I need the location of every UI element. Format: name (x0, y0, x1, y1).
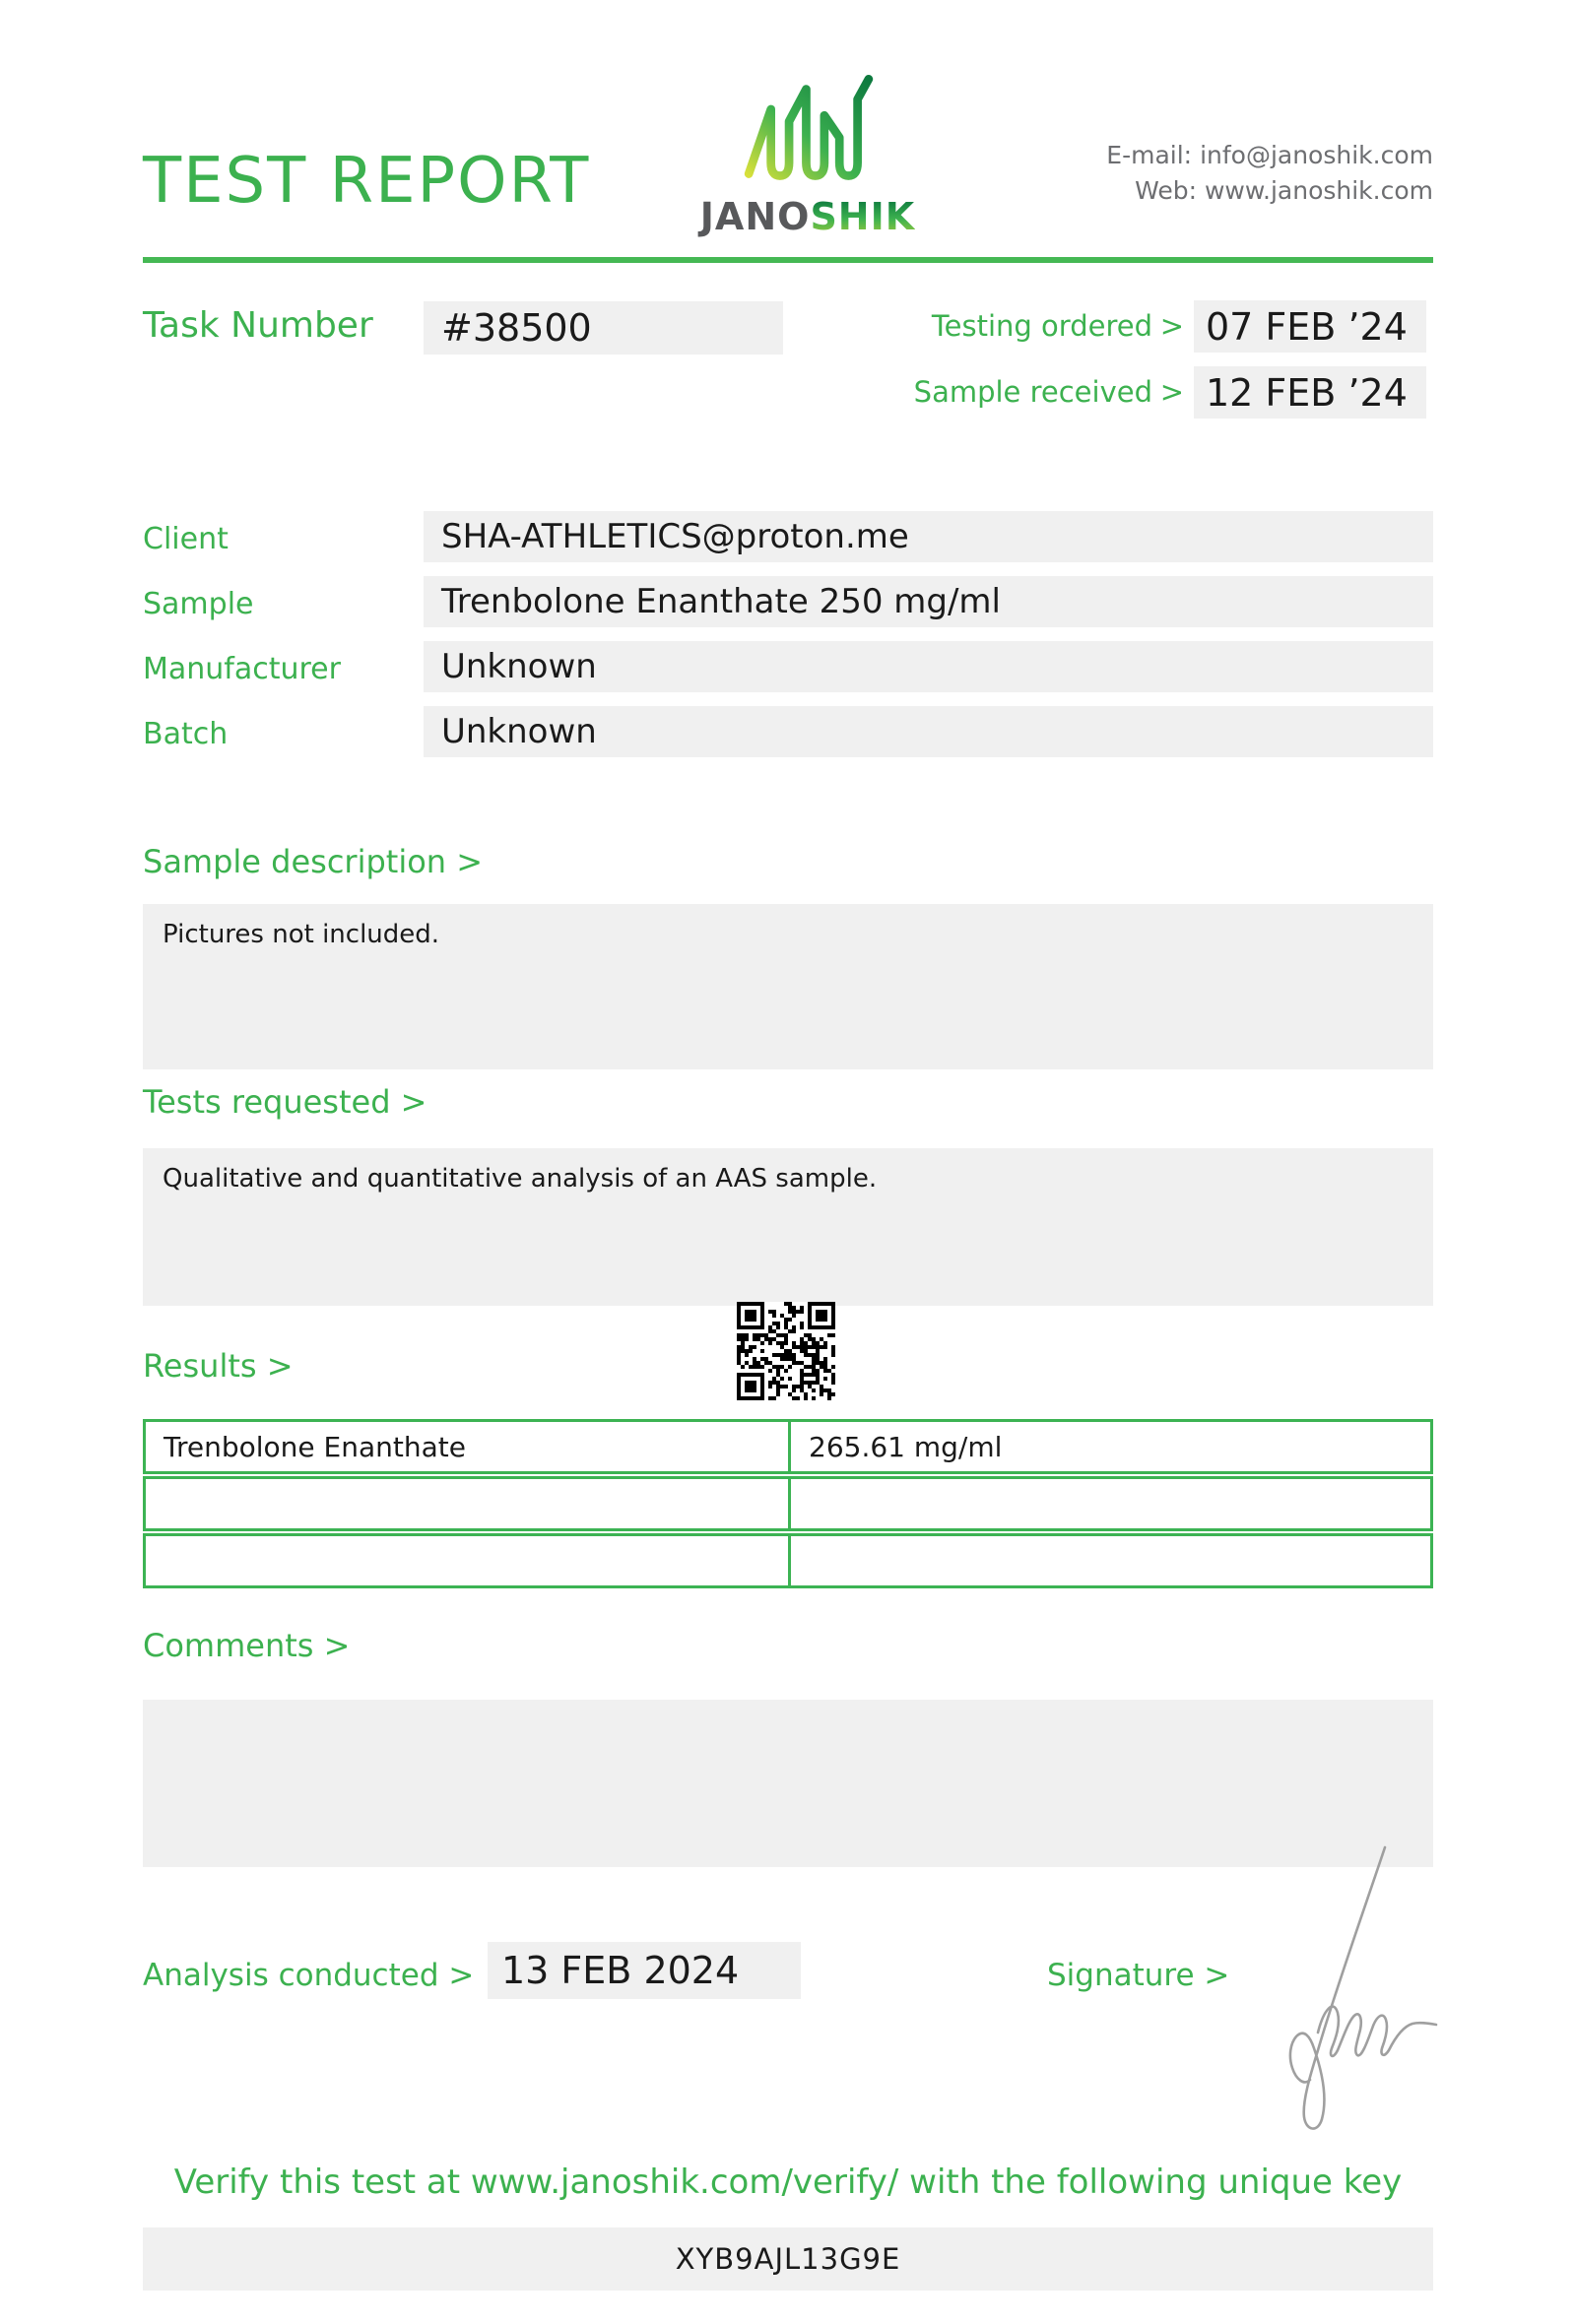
sample-label: Sample (143, 587, 254, 621)
batch-label: Batch (143, 717, 229, 751)
result-value-cell: 265.61 mg/ml (809, 1430, 1003, 1463)
sample-description-box (143, 904, 1433, 1069)
logo-text-jano: JANO (699, 195, 811, 238)
testing-ordered-arrow-icon: > (1159, 309, 1184, 343)
sample-description-content: Pictures not included. (163, 920, 440, 949)
logo-wordmark (699, 195, 916, 238)
contact-block (1106, 138, 1433, 209)
result-value-cell (791, 1536, 1430, 1585)
janoshik-logo (680, 69, 936, 238)
web-label: Web: (1135, 176, 1198, 205)
testing-ordered-label: Testing ordered (931, 309, 1152, 343)
tests-requested-heading: Tests requested > (143, 1083, 427, 1121)
testing-ordered-value: 07 FEB ’24 (1194, 300, 1426, 353)
comments-box (143, 1700, 1433, 1867)
sample-value: Trenbolone Enanthate 250 mg/ml (424, 576, 1433, 627)
manufacturer-label: Manufacturer (143, 652, 341, 686)
results-heading: Results > (143, 1347, 294, 1385)
result-analyte-cell: Trenbolone Enanthate (146, 1422, 791, 1471)
client-label: Client (143, 522, 229, 556)
manufacturer-value: Unknown (424, 641, 1433, 692)
verify-instruction: Verify this test at www.janoshik.com/verify/ with the following unique key (173, 2163, 1403, 2202)
task-number-value: #38500 (424, 301, 783, 355)
bar-chart-logo-icon (742, 69, 875, 192)
result-value-cell (791, 1479, 1430, 1528)
analysis-conducted-label: Analysis conducted > (143, 1958, 475, 1993)
task-number-label: Task Number (143, 305, 373, 346)
results-table-row (143, 1419, 1433, 1474)
result-analyte-cell (146, 1479, 791, 1528)
sample-description-heading: Sample description > (143, 843, 484, 880)
email-line (1106, 138, 1433, 173)
email-value: info@janoshik.com (1200, 141, 1433, 169)
header-divider (143, 257, 1433, 263)
web-value: www.janoshik.com (1204, 176, 1433, 205)
result-analyte-cell (146, 1536, 791, 1585)
tests-requested-box (143, 1148, 1433, 1306)
sample-received-label: Sample received (913, 375, 1152, 409)
signature-label: Signature > (1047, 1958, 1230, 1993)
sample-received-arrow-icon: > (1159, 375, 1184, 409)
email-label: E-mail: (1106, 141, 1193, 169)
results-table-row (143, 1533, 1433, 1588)
signature-scribble (1261, 1840, 1443, 2135)
results-table-row (143, 1476, 1433, 1531)
page-title: TEST REPORT (143, 145, 591, 218)
client-value: SHA-ATHLETICS@proton.me (424, 511, 1433, 562)
qr-code (737, 1302, 835, 1400)
tests-requested-content: Qualitative and quantitative analysis of an AAS sample. (163, 1164, 878, 1194)
comments-heading: Comments > (143, 1627, 351, 1664)
web-line (1106, 173, 1433, 209)
unique-key-value: XYB9AJL13G9E (143, 2227, 1433, 2291)
batch-value: Unknown (424, 706, 1433, 757)
logo-text-shik: SHIK (810, 195, 916, 238)
sample-received-value: 12 FEB ’24 (1194, 366, 1426, 419)
analysis-date-value: 13 FEB 2024 (488, 1942, 801, 1999)
